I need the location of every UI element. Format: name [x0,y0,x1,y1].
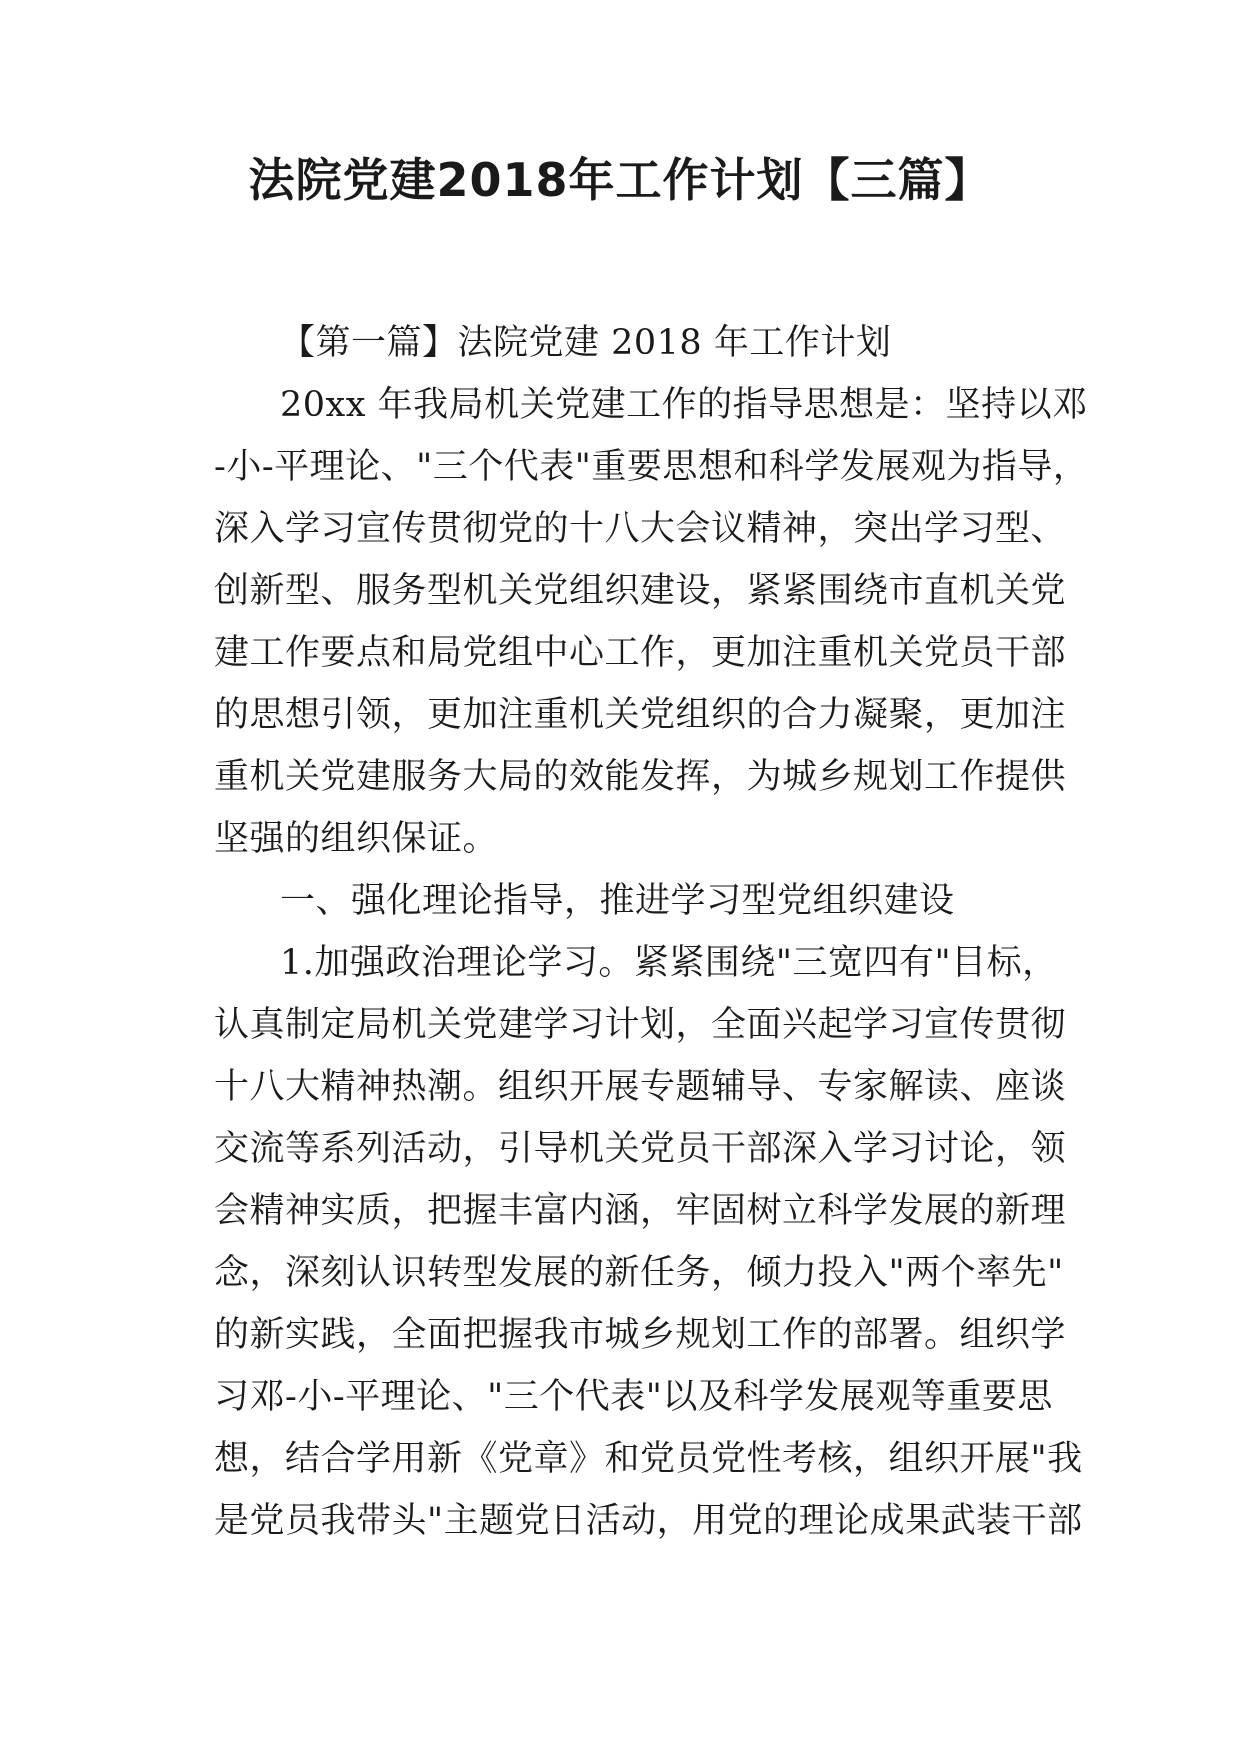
paragraph-line: 的思想引领，更加注重机关党组织的合力凝聚，更加注 [214,695,1067,735]
paragraph-line: 会精神实质，把握丰富内涵，牢固树立科学发展的新理 [214,1191,1067,1231]
paragraph-line: 交流等系列活动，引导机关党员干部深入学习讨论，领 [214,1129,1067,1169]
paragraph-line: 坚强的组织保证。 [214,819,499,859]
paragraph-line: 创新型、服务型机关党组织建设，紧紧围绕市直机关党 [214,571,1067,611]
section-heading-first: 【第一篇】法院党建 2018 年工作计划 [280,323,892,363]
paragraph-line: 深入学习宣传贯彻党的十八大会议精神，突出学习型、 [214,509,1067,549]
paragraph-line: 想，结合学用新《党章》和党员党性考核，组织开展"我 [214,1439,1083,1479]
document-title: 法院党建2018年工作计划【三篇】 [248,153,992,207]
paragraph-line: 20xx 年我局机关党建工作的指导思想是：坚持以邓 [280,385,1088,425]
subsection-heading: 一、强化理论指导，推进学习型党组织建设 [280,881,955,921]
paragraph-line: 建工作要点和局党组中心工作，更加注重机关党员干部 [214,633,1067,673]
paragraph-line: -小-平理论、"三个代表"重要思想和科学发展观为指导， [214,447,1089,487]
paragraph-line: 重机关党建服务大局的效能发挥，为城乡规划工作提供 [214,757,1067,797]
paragraph-line: 认真制定局机关党建学习计划，全面兴起学习宣传贯彻 [214,1005,1067,1045]
paragraph-line: 十八大精神热潮。组织开展专题辅导、专家解读、座谈 [214,1067,1067,1107]
paragraph-line: 的新实践，全面把握我市城乡规划工作的部署。组织学 [214,1315,1067,1355]
paragraph-line: 是党员我带头"主题党日活动，用党的理论成果武装干部 [214,1501,1083,1541]
paragraph-line: 念，深刻认识转型发展的新任务，倾力投入"两个率先" [214,1253,1064,1293]
paragraph-line: 1.加强政治理论学习。紧紧围绕"三宽四有"目标， [280,943,1058,983]
paragraph-line: 习邓-小-平理论、"三个代表"以及科学发展观等重要思 [214,1377,1053,1417]
